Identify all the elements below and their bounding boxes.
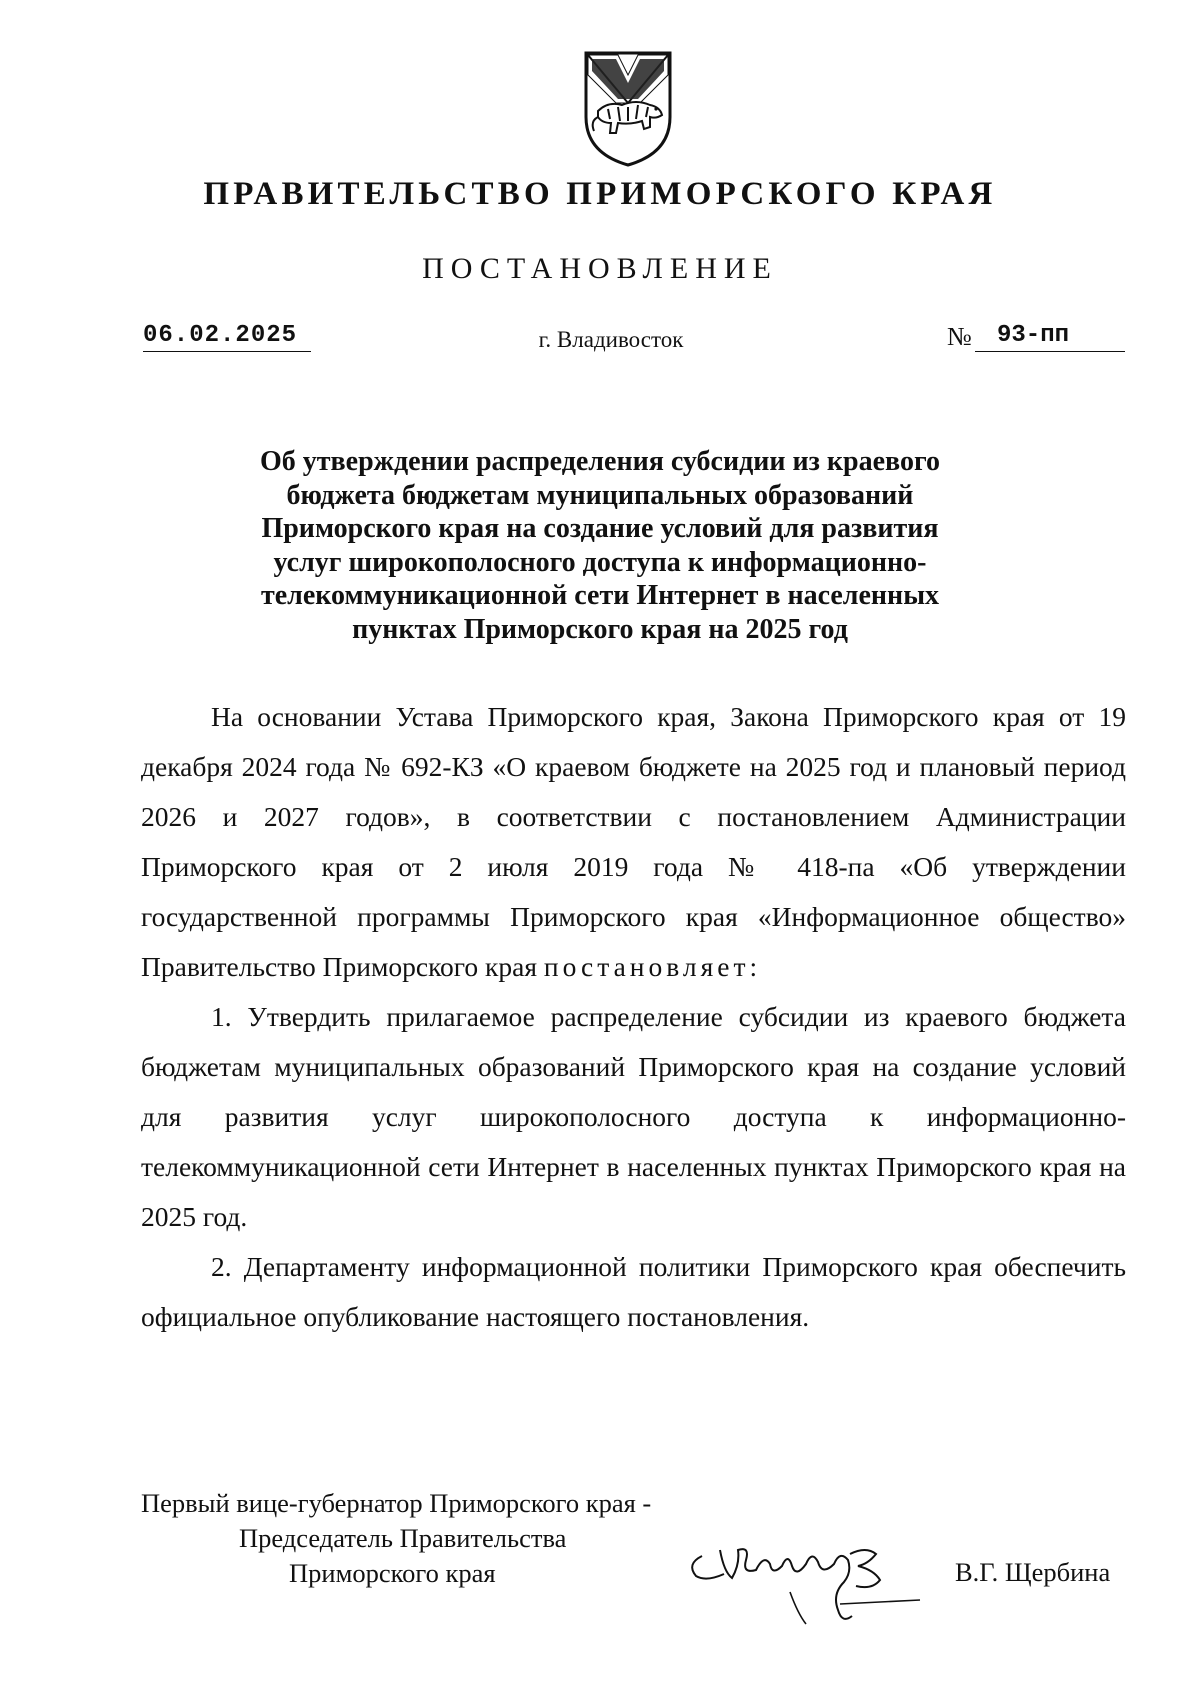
heading-line: пунктах Приморского края на 2025 год [352, 613, 848, 645]
heading-line: телекоммуникационной сети Интернет в населенных [260, 580, 940, 611]
document-type: ПОСТАНОВЛЕНИЕ [422, 252, 778, 285]
item-2-paragraph: 2. Департаменту информационной политики Приморского края обеспечить официальное опубликование настоящего постановления. [141, 1251, 1126, 1332]
number-sign: № [947, 322, 972, 351]
signatory-title [141, 1486, 651, 1591]
document-number: 93-пп [975, 322, 1125, 352]
signatory-line-2: Председатель Правительства [239, 1523, 567, 1553]
coat-of-arms-icon [578, 45, 678, 170]
document-heading [200, 445, 1000, 646]
heading-line: Приморского края на создание условий для развития [261, 513, 939, 544]
preamble-text: На основании Устава Приморского края, Закона Приморского края от 19 декабря 2024 года № 692-КЗ «О краевом бюджете на 2025 год и плановый период 2026 и 2027 годов», в соответствии с постановлением Администрации Приморского края от 2 июля 2019 года № 418-па «Об утверждении государственной программы Приморского края «Информационное общество» Правительство Приморского края [141, 701, 1126, 982]
signatory-line-3: Приморского края [289, 1558, 496, 1588]
government-title: ПРАВИТЕЛЬСТВО ПРИМОРСКОГО КРАЯ [203, 176, 997, 212]
resolves-word: постановляет: [543, 951, 762, 982]
document-body [141, 692, 1126, 1342]
preamble-paragraph [141, 692, 1126, 992]
heading-line: Об утверждении распределения субсидии из краевого [260, 446, 940, 477]
signatory-name: В.Г. Щербина [955, 1557, 1111, 1587]
heading-line: услуг широкополосного доступа к информационно- [273, 546, 927, 578]
document-city: г. Владивосток [538, 327, 684, 352]
handwritten-signature-icon [680, 1520, 930, 1635]
signatory-line-1: Первый вице-губернатор Приморского края - [141, 1488, 652, 1518]
document-date: 06.02.2025 [143, 322, 311, 352]
heading-line: бюджета бюджетам муниципальных образований [286, 479, 914, 511]
item-1-paragraph: 1. Утвердить прилагаемое распределение субсидии из краевого бюджета бюджетам муниципальных образований Приморского края на создание условий для развития услуг широкополосного доступа к информационно-телекоммуникационной сети Интернет в населенных пунктах Приморского края на 2025 год. [141, 1001, 1126, 1232]
